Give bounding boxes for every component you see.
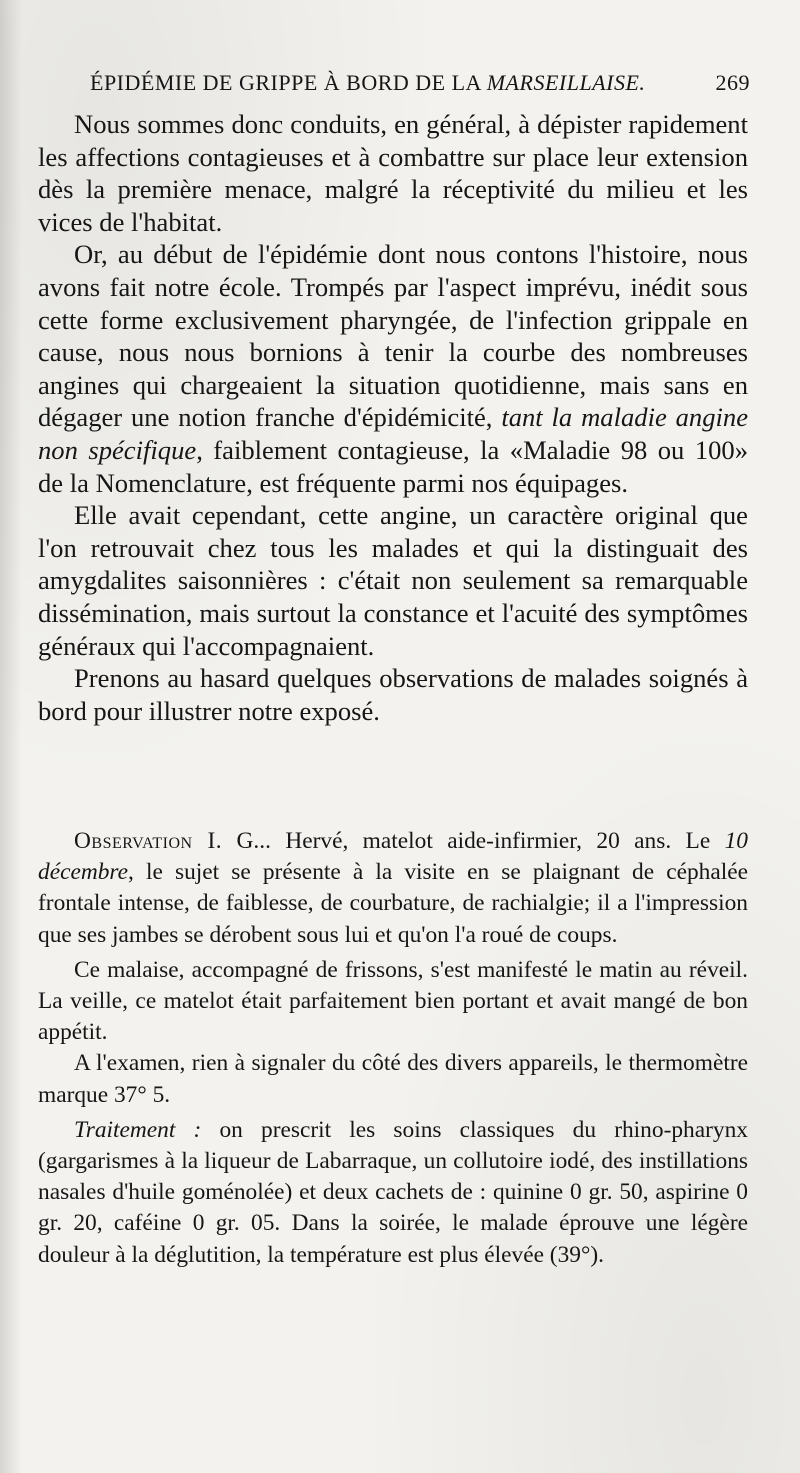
- paragraph-2: [38, 238, 748, 499]
- page-number: 269: [715, 70, 750, 95]
- running-title-ship: MARSEILLAISE.: [486, 70, 646, 95]
- observation-paragraph-4: [38, 1115, 748, 1271]
- treatment-label: Traitement :: [74, 1116, 202, 1143]
- observation-paragraph-1-rest: , le sujet se présente à la visite en se plaignant de céphalée frontale intense, de faiblesse, de courbature, de rachialgie; il a l'impression que ses jambes se dérobent sous lui et qu'on l'a roué de coups.: [38, 859, 748, 948]
- running-head: [90, 70, 750, 104]
- paragraph-2-text-a: Or, au début de l'épidémie dont nous contons l'histoire, nous avons fait notre école. Trompés par l'aspect imprévu, inédit sous cette forme exclusivement pharyngée, de l'infection grippale en cause, nous nous bornions à tenir la courbe des nombreuses angines qui chargeaient la situation quotidienne, mais sans en dégager une notion franche d'épidémicité,: [38, 239, 748, 433]
- page-gutter-shadow: [0, 0, 22, 1473]
- running-title-text: ÉPIDÉMIE DE GRIPPE À BORD DE LA: [90, 70, 487, 95]
- paragraph-2-text-b: , faiblement contagieuse, la «Maladie 98 ou 100» de la Nomenclature, est fréquente parmi nos équipages.: [38, 434, 749, 498]
- observation-paragraph-3: A l'examen, rien à signaler du côté des divers appareils, le thermomètre marque 37° 5.: [38, 1050, 748, 1108]
- observation-date: 10 décembre: [38, 828, 748, 886]
- main-text: [38, 108, 748, 727]
- observation-paragraph-1: [38, 826, 748, 951]
- paragraph-4: Prenons au hasard quelques observations de malades soignés à bord pour illustrer notre exposé.: [38, 663, 748, 726]
- paragraph-3: Elle avait cependant, cette angine, un caractère original que l'on retrouvait chez tous les malades et qui la distinguait des amygdalites saisonnières : c'était non seulement sa remarquable dissémination, mais surtout la constance et l'acuité des symptômes généraux qui l'accompagnaient.: [38, 500, 748, 661]
- running-title: [90, 70, 645, 96]
- observation-subject: G... Hervé, matelot aide-infirmier, 20 ans. Le: [222, 828, 725, 854]
- paragraph-2-italic: tant la maladie angine non spécifique: [38, 402, 748, 465]
- observation-label: Observation I.: [74, 828, 223, 854]
- observation-paragraph-2: Ce malaise, accompagné de frissons, s'est manifesté le matin au réveil. La veille, ce matelot était parfaitement bien portant et avait mangé de bon appétit.: [38, 956, 748, 1046]
- observation-block: [38, 826, 748, 1271]
- observation-paragraph-4-rest: on prescrit les soins classiques du rhino-pharynx (gargarismes à la liqueur de Labarraque, un collutoire iodé, des instillations nasales d'huile goménolée) et deux cachets de : quinine 0 gr. 50, aspirine 0 gr. 20, caféine 0 gr. 05. Dans la soirée, le malade éprouve une légère douleur à la déglutition, la température est plus élevée (39°).: [38, 1116, 749, 1268]
- paragraph-1: Nous sommes donc conduits, en général, à dépister rapidement les affections contagieuses et à combattre sur place leur extension dès la première menace, malgré la réceptivité du milieu et les vices de l'habitat.: [38, 109, 748, 237]
